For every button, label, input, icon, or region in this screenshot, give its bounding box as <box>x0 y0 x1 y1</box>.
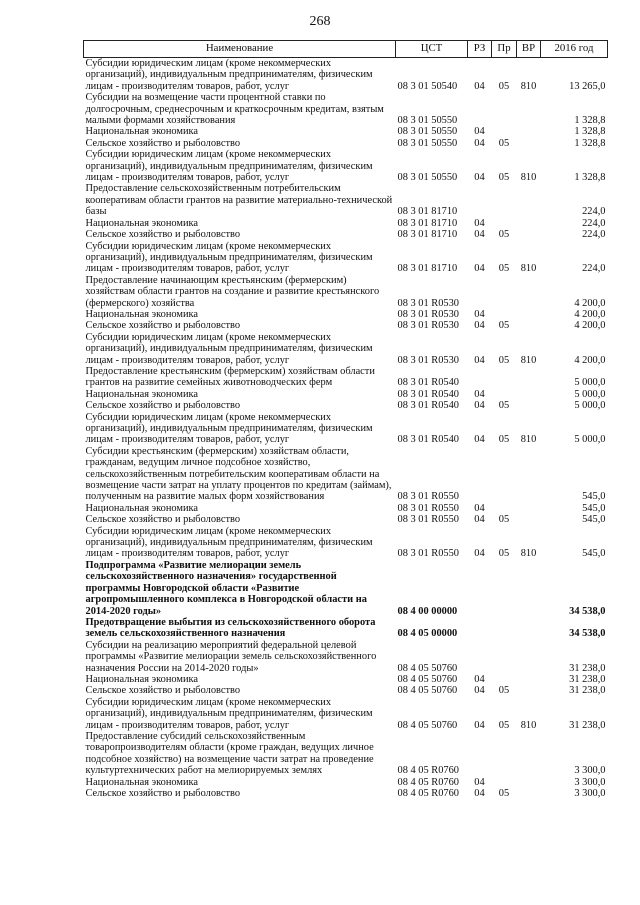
row-vr <box>517 731 541 777</box>
row-amount: 4 200,0 <box>574 354 606 366</box>
row-cst-code: 08 3 01 50550 <box>397 115 458 127</box>
row-vr <box>517 92 541 126</box>
row-cst-code: 08 4 05 R0760 <box>397 765 459 777</box>
row-amount: 5 000,0 <box>574 377 606 389</box>
row-name: Предотвращение выбытия из сельскохозяйственного оборота земель сельскохозяйственного назначения <box>85 616 376 640</box>
row-pr: 05 <box>498 514 510 526</box>
row-pr <box>492 366 517 389</box>
row-amount: 5 000,0 <box>574 400 606 412</box>
table-row <box>84 617 608 640</box>
row-name: Сельское хозяйство и рыболовство <box>85 685 241 697</box>
row-pr <box>492 446 517 503</box>
row-cst-code: 08 3 01 R0550 <box>397 514 459 526</box>
row-cst-code: 08 3 01 R0540 <box>397 377 459 389</box>
row-cst-code: 08 4 05 50760 <box>397 719 458 731</box>
row-vr <box>517 138 541 149</box>
row-amount: 545,0 <box>582 548 606 560</box>
row-name: Субсидии юридическим лицам (кроме некоммерческих организаций), индивидуальным предпринимателям, физическим лицам - производителям товаров, работ, услуг <box>85 240 373 275</box>
row-vr <box>517 788 541 799</box>
row-pr <box>492 503 517 514</box>
row-rz: 04 <box>474 788 485 799</box>
row-vr: 810 <box>520 354 537 366</box>
table-row <box>84 241 608 275</box>
row-name: Подпрограмма «Развитие мелиорации земель сельскохозяйственного назначения» государственной программы Новгородской области «Развитие агропромышленного комплекса в Новгородской области на 2014-2020 годы» <box>85 559 367 617</box>
row-name: Предоставление начинающим крестьянским (фермерским) хозяйствам области грантов на создание и развитие крестьянского (фермерского) хозяйства <box>85 274 380 309</box>
table-row <box>84 514 608 525</box>
row-cst-code: 08 3 01 50550 <box>397 172 458 184</box>
row-name: Субсидии юридическим лицам (кроме некоммерческих организаций), индивидуальным предпринимателям, физическим лицам - производителям товаров, работ, услуг <box>85 58 373 92</box>
row-pr: 05 <box>498 263 510 275</box>
row-rz <box>468 560 492 617</box>
row-name: Сельское хозяйство и рыболовство <box>85 229 241 241</box>
row-vr <box>517 685 541 696</box>
row-vr <box>517 674 541 685</box>
row-name: Субсидии юридическим лицам (кроме некоммерческих организаций), индивидуальным предпринимателям, физическим лицам - производителям товаров, работ, услуг <box>85 525 373 560</box>
row-pr <box>492 389 517 400</box>
row-amount: 31 238,0 <box>569 719 606 731</box>
row-name: Предоставление крестьянским (фермерским) хозяйствам области грантов на развитие семейных животноводческих ферм <box>85 365 375 389</box>
row-cst-code: 08 3 01 R0530 <box>397 320 459 332</box>
row-amount: 5 000,0 <box>574 388 606 400</box>
row-amount: 224,0 <box>582 206 606 218</box>
table-row <box>84 275 608 309</box>
row-cst-code: 08 3 01 R0540 <box>397 400 459 412</box>
row-amount: 545,0 <box>582 491 606 503</box>
row-cst-code: 08 4 05 R0760 <box>397 776 459 788</box>
row-pr <box>492 126 517 137</box>
row-rz: 04 <box>474 400 485 412</box>
row-vr: 810 <box>520 719 537 731</box>
table-row <box>84 218 608 229</box>
row-amount: 31 238,0 <box>569 662 606 674</box>
row-amount: 224,0 <box>582 217 606 229</box>
row-rz: 04 <box>474 673 485 685</box>
row-name: Национальная экономика <box>85 776 199 788</box>
table-row <box>84 560 608 617</box>
row-vr <box>517 514 541 525</box>
header-vr: ВР <box>517 41 541 58</box>
row-name: Субсидии крестьянским (фермерским) хозяйствам области, гражданам, ведущим личное подсобное хозяйство, сельскохозяйственным потребительским кооперативам области на возмещение части затрат на уплату процентов по кредитам (займам), полученным на развитие малых форм хозяйствования <box>85 445 392 503</box>
row-vr <box>517 366 541 389</box>
row-pr <box>492 640 517 674</box>
row-pr: 05 <box>498 229 510 241</box>
row-pr: 05 <box>498 548 510 560</box>
row-name: Сельское хозяйство и рыболовство <box>85 514 241 526</box>
row-amount: 3 300,0 <box>574 776 606 788</box>
row-pr <box>492 731 517 777</box>
row-vr: 810 <box>520 548 537 560</box>
row-vr <box>517 617 541 640</box>
row-rz: 04 <box>474 719 485 731</box>
row-pr <box>492 183 517 217</box>
row-rz: 04 <box>474 776 485 788</box>
row-name: Национальная экономика <box>85 502 199 514</box>
row-name: Субсидии юридическим лицам (кроме некоммерческих организаций), индивидуальным предпринимателям, физическим лицам - производителям товаров, работ, услуг <box>85 411 373 446</box>
row-cst-code: 08 3 01 50550 <box>397 126 458 138</box>
row-rz: 04 <box>474 434 485 446</box>
row-rz: 04 <box>474 217 485 229</box>
row-amount: 224,0 <box>582 263 606 275</box>
row-name: Национальная экономика <box>85 673 199 685</box>
row-vr <box>517 389 541 400</box>
header-pr: Пр <box>492 41 517 58</box>
table-row <box>84 503 608 514</box>
row-cst-code: 08 4 05 R0760 <box>397 788 459 799</box>
row-pr: 05 <box>498 320 510 332</box>
header-cst: ЦСТ <box>396 41 468 58</box>
row-cst-code: 08 3 01 81710 <box>397 217 458 229</box>
table-row <box>84 126 608 137</box>
row-cst-code: 08 4 05 50760 <box>397 662 458 674</box>
row-amount: 3 300,0 <box>574 765 606 777</box>
table-row <box>84 412 608 446</box>
table-row <box>84 58 608 93</box>
row-pr <box>492 92 517 126</box>
row-cst-code: 08 3 01 R0550 <box>397 491 459 503</box>
row-pr: 05 <box>498 719 510 731</box>
row-pr <box>492 309 517 320</box>
row-vr <box>517 126 541 137</box>
row-vr <box>517 640 541 674</box>
row-cst-code: 08 3 01 R0540 <box>397 388 459 400</box>
row-cst-code: 08 4 05 50760 <box>397 685 458 697</box>
row-rz: 04 <box>474 126 485 138</box>
row-pr: 05 <box>498 137 510 149</box>
row-amount: 31 238,0 <box>569 685 606 697</box>
row-pr <box>492 617 517 640</box>
row-amount: 13 265,0 <box>569 80 606 92</box>
header-name: Наименование <box>84 41 396 58</box>
row-name: Национальная экономика <box>85 308 199 320</box>
table-row <box>84 309 608 320</box>
row-pr <box>492 777 517 788</box>
row-name: Предоставление субсидий сельскохозяйственным товаропроизводителям области (кроме граждан, ведущих личное подсобное хозяйство) на возмещение части затрат на проведение культуртехнических работ на мелиорируемых землях <box>85 730 374 777</box>
row-vr <box>517 309 541 320</box>
table-row <box>84 400 608 411</box>
row-vr <box>517 229 541 240</box>
row-amount: 1 328,8 <box>574 172 606 184</box>
row-rz: 04 <box>474 354 485 366</box>
row-cst-code: 08 4 05 50760 <box>397 673 458 685</box>
row-vr <box>517 320 541 331</box>
row-cst-code: 08 3 01 R0550 <box>397 502 459 514</box>
row-name: Сельское хозяйство и рыболовство <box>85 788 241 799</box>
row-pr: 05 <box>498 400 510 412</box>
row-pr: 05 <box>498 354 510 366</box>
row-rz: 04 <box>474 80 485 92</box>
row-rz: 04 <box>474 685 485 697</box>
row-cst-code: 08 3 01 81710 <box>397 229 458 241</box>
table-row <box>84 685 608 696</box>
row-name: Национальная экономика <box>85 217 199 229</box>
table-row <box>84 149 608 183</box>
table-row <box>84 788 608 799</box>
row-vr <box>517 275 541 309</box>
table-row <box>84 731 608 777</box>
row-cst-code: 08 3 01 R0530 <box>397 308 459 320</box>
row-pr <box>492 218 517 229</box>
row-rz <box>468 92 492 126</box>
row-amount: 4 200,0 <box>574 308 606 320</box>
row-vr <box>517 218 541 229</box>
budget-table <box>83 40 608 799</box>
row-vr <box>517 503 541 514</box>
row-rz: 04 <box>474 263 485 275</box>
row-pr: 05 <box>498 788 510 799</box>
row-rz: 04 <box>474 137 485 149</box>
row-rz: 04 <box>474 308 485 320</box>
row-rz <box>468 617 492 640</box>
row-rz <box>468 275 492 309</box>
row-rz: 04 <box>474 548 485 560</box>
row-name: Национальная экономика <box>85 388 199 400</box>
row-name: Субсидии юридическим лицам (кроме некоммерческих организаций), индивидуальным предпринимателям, физическим лицам - производителям товаров, работ, услуг <box>85 331 373 366</box>
row-cst-code: 08 3 01 50540 <box>397 80 458 92</box>
table-row <box>84 674 608 685</box>
row-name: Субсидии юридическим лицам (кроме некоммерческих организаций), индивидуальным предпринимателям, физическим лицам - производителям товаров, работ, услуг <box>85 696 373 731</box>
header-rz: РЗ <box>468 41 492 58</box>
table-row <box>84 526 608 560</box>
row-rz <box>468 446 492 503</box>
table-body <box>84 58 608 800</box>
table-row <box>84 332 608 366</box>
row-amount: 1 328,8 <box>574 126 606 138</box>
row-rz <box>468 731 492 777</box>
row-name: Субсидии на реализацию мероприятий федеральной целевой программы «Развитие мелиорации земель сельскохозяйственного назначения России на 2014-2020 годы» <box>85 639 377 674</box>
row-vr <box>517 777 541 788</box>
row-cst-code: 08 3 01 81710 <box>397 206 458 218</box>
row-rz <box>468 640 492 674</box>
table-row <box>84 366 608 389</box>
row-amount: 34 538,0 <box>569 605 606 617</box>
row-cst-code: 08 3 01 R0540 <box>397 434 459 446</box>
row-name: Предоставление сельскохозяйственным потребительским кооперативам области грантов на развитие материально-технической базы <box>85 183 393 218</box>
row-amount: 31 238,0 <box>569 673 606 685</box>
table-row <box>84 183 608 217</box>
row-rz: 04 <box>474 388 485 400</box>
header-year: 2016 год <box>541 41 608 58</box>
table-row <box>84 777 608 788</box>
row-rz: 04 <box>474 514 485 526</box>
row-cst-code: 08 4 00 00000 <box>397 605 458 617</box>
row-amount: 5 000,0 <box>574 434 606 446</box>
row-pr: 05 <box>498 172 510 184</box>
row-vr <box>517 560 541 617</box>
table-row <box>84 92 608 126</box>
table-row <box>84 229 608 240</box>
row-rz: 04 <box>474 502 485 514</box>
row-amount: 1 328,8 <box>574 137 606 149</box>
row-vr: 810 <box>520 80 537 92</box>
row-pr <box>492 560 517 617</box>
table-row <box>84 697 608 731</box>
row-vr <box>517 183 541 217</box>
table-row <box>84 138 608 149</box>
row-amount: 224,0 <box>582 229 606 241</box>
row-vr: 810 <box>520 263 537 275</box>
row-cst-code: 08 3 01 R0550 <box>397 548 459 560</box>
row-amount: 1 328,8 <box>574 115 606 127</box>
page-number: 268 <box>309 14 331 29</box>
row-vr <box>517 446 541 503</box>
row-cst-code: 08 4 05 00000 <box>397 628 458 640</box>
row-pr: 05 <box>498 434 510 446</box>
row-name: Сельское хозяйство и рыболовство <box>85 400 241 412</box>
row-cst-code: 08 3 01 50550 <box>397 137 458 149</box>
row-cst-code: 08 3 01 81710 <box>397 263 458 275</box>
row-amount: 3 300,0 <box>574 788 606 799</box>
row-vr: 810 <box>520 434 537 446</box>
row-pr: 05 <box>498 80 510 92</box>
table-row <box>84 320 608 331</box>
row-cst-code: 08 3 01 R0530 <box>397 354 459 366</box>
row-cst-code: 08 3 01 R0530 <box>397 297 459 309</box>
row-name: Национальная экономика <box>85 126 199 138</box>
row-rz: 04 <box>474 172 485 184</box>
table-header-row <box>84 41 608 58</box>
row-pr: 05 <box>498 685 510 697</box>
row-amount: 4 200,0 <box>574 320 606 332</box>
row-vr <box>517 400 541 411</box>
row-rz: 04 <box>474 229 485 241</box>
row-rz <box>468 366 492 389</box>
row-amount: 4 200,0 <box>574 297 606 309</box>
row-rz <box>468 183 492 217</box>
table-row <box>84 446 608 503</box>
row-pr <box>492 674 517 685</box>
row-amount: 545,0 <box>582 502 606 514</box>
row-rz: 04 <box>474 320 485 332</box>
row-vr: 810 <box>520 172 537 184</box>
row-amount: 34 538,0 <box>569 628 606 640</box>
table-row <box>84 389 608 400</box>
row-pr <box>492 275 517 309</box>
row-name: Сельское хозяйство и рыболовство <box>85 137 241 149</box>
row-name: Субсидии на возмещение части процентной ставки по долгосрочным, среднесрочным и краткосрочным кредитам, взятым малыми формами хозяйствования <box>85 92 384 127</box>
table-row <box>84 640 608 674</box>
row-amount: 545,0 <box>582 514 606 526</box>
row-name: Субсидии юридическим лицам (кроме некоммерческих организаций), индивидуальным предпринимателям, физическим лицам - производителям товаров, работ, услуг <box>85 149 373 184</box>
row-name: Сельское хозяйство и рыболовство <box>85 320 241 332</box>
